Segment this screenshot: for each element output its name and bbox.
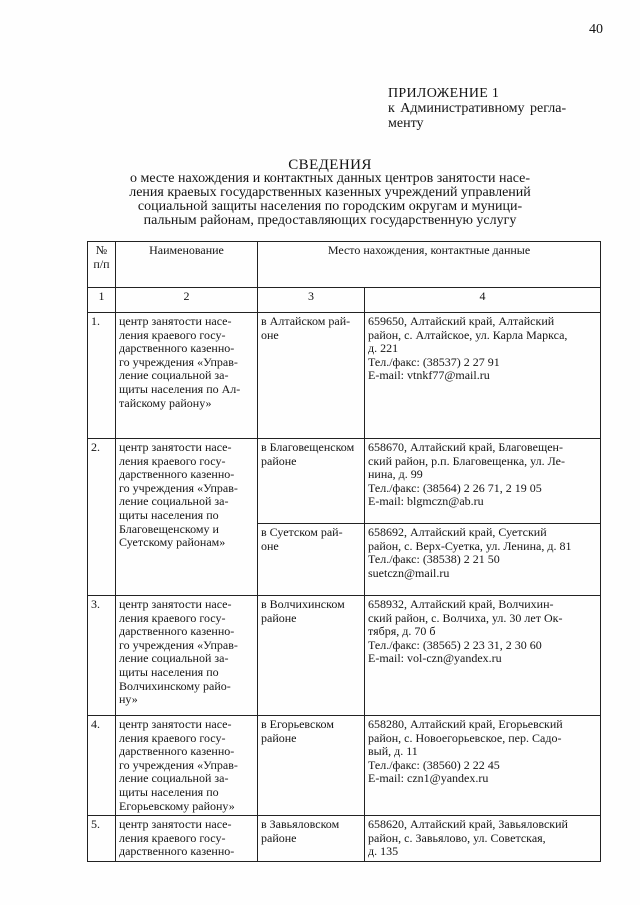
center-name-line: ление социальной за- (119, 771, 229, 786)
center-name (116, 816, 258, 862)
header-number: № п/п (88, 242, 116, 288)
address-line: район, с. Верх-Суетка, ул. Ленина, д. 81 (368, 538, 572, 553)
address-line: 658670, Алтайский край, Благовещен- (368, 440, 563, 454)
document-heading (110, 158, 550, 228)
centers-table (87, 241, 601, 862)
address-line: ский район, с. Волчиха, ул. 30 лет Ок- (368, 610, 563, 625)
center-name-line: тайскому району» (119, 395, 212, 410)
district-line: в Егорьевском (261, 717, 334, 731)
heading-line: о месте нахождения и контактных данных центров занятости насе- (129, 171, 530, 186)
center-name-line: щиты населения по Ал- (119, 381, 241, 396)
center-name (116, 313, 258, 439)
heading-line: ления краевых государственных казенных учреждений управлений (129, 185, 531, 200)
address-line: E-mail: blgmczn@ab.ru (368, 494, 484, 509)
address-cell (365, 524, 601, 596)
table-row (88, 439, 601, 524)
table-row (88, 716, 601, 816)
center-name-line: центр занятости насе- (119, 817, 232, 832)
center-name-line: ления краевого госу- (119, 830, 226, 845)
appendix-title: ПРИЛОЖЕНИЕ 1 (388, 86, 500, 101)
center-name-line: дарственного казенно- (119, 467, 235, 482)
address-line: вый, д. 11 (368, 744, 418, 759)
header-location: Место нахождения, контактные данные (258, 242, 601, 288)
address-line: район, с. Новоегорьевское, пер. Садо- (368, 730, 562, 745)
district-cell (258, 313, 365, 439)
address-line: E-mail: vtnkf77@mail.ru (368, 368, 490, 383)
district-line: в Волчихинском (261, 597, 345, 611)
address-line: д. 135 (368, 844, 399, 859)
table-row (88, 816, 601, 862)
center-name-line: ну» (119, 692, 138, 707)
address-line: Тел./факс: (38560) 2 22 45 (368, 757, 500, 772)
address-line: 658620, Алтайский край, Завьяловский (368, 817, 568, 832)
column-numbers-row (88, 288, 601, 313)
heading-line: пальным районам, предоставляющих государственную услугу (143, 213, 517, 228)
table-header-row (88, 242, 601, 288)
header-name: Наименование (116, 242, 258, 288)
address-line: E-mail: vol-czn@yandex.ru (368, 651, 502, 666)
center-name-line: центр занятости насе- (119, 597, 232, 611)
row-number: 5. (88, 816, 116, 862)
center-name-line: го учреждения «Управ- (119, 637, 238, 652)
address-line: Тел./факс: (38565) 2 23 31, 2 30 60 (368, 637, 542, 652)
center-name-line: дарственного казенно- (119, 624, 235, 639)
column-number: 1 (88, 288, 116, 313)
center-name-line: Благовещенскому и (119, 521, 219, 536)
address-line: Тел./факс: (38564) 2 26 71, 2 19 05 (368, 480, 542, 495)
address-cell (365, 313, 601, 439)
address-line: тября, д. 70 б (368, 624, 436, 639)
appendix-ref-line: менту (388, 116, 424, 131)
district-line: районе (261, 610, 297, 625)
address-line: район, с. Алтайское, ул. Карла Маркса, (368, 327, 568, 342)
heading-title: СВЕДЕНИЯ (288, 157, 372, 173)
center-name-line: дарственного казенно- (119, 341, 235, 356)
heading-line: социальной защиты населения по городским округам и муници- (137, 199, 523, 214)
center-name-line: го учреждения «Управ- (119, 757, 238, 772)
district-line: районе (261, 830, 297, 845)
center-name-line: центр занятости насе- (119, 440, 232, 454)
district-cell (258, 716, 365, 816)
center-name-line: ления краевого госу- (119, 327, 226, 342)
address-cell (365, 439, 601, 524)
address-line: suetczn@mail.ru (368, 565, 450, 580)
center-name-line: щиты населения по (119, 507, 219, 522)
address-line: 658932, Алтайский край, Волчихин- (368, 597, 554, 611)
center-name-line: ления краевого госу- (119, 730, 226, 745)
address-cell (365, 816, 601, 862)
address-line: Тел./факс: (38537) 2 27 91 (368, 354, 500, 369)
district-line: в Алтайском рай- (261, 314, 351, 328)
table-row (88, 313, 601, 439)
center-name-line: ление социальной за- (119, 368, 229, 383)
center-name-line: го учреждения «Управ- (119, 354, 238, 369)
center-name-line: дарственного казенно- (119, 844, 235, 859)
center-name-line: щиты населения по (119, 784, 219, 799)
address-line: E-mail: czn1@yandex.ru (368, 771, 489, 786)
center-name-line: Волчихинскому райо- (119, 678, 231, 693)
center-name-line: го учреждения «Управ- (119, 480, 238, 495)
center-name-line: щиты населения по (119, 664, 219, 679)
center-name-line: центр занятости насе- (119, 314, 232, 328)
district-cell (258, 439, 365, 524)
center-name (116, 716, 258, 816)
center-name-line: ления краевого госу- (119, 610, 226, 625)
district-line: в Благовещенском (261, 440, 355, 454)
address-cell (365, 716, 601, 816)
district-cell (258, 596, 365, 716)
district-line: оне (261, 327, 279, 342)
row-number: 2. (88, 439, 116, 596)
column-number: 4 (365, 288, 601, 313)
address-line: д. 221 (368, 341, 399, 356)
center-name (116, 439, 258, 596)
column-number: 3 (258, 288, 365, 313)
center-name-line: ление социальной за- (119, 494, 229, 509)
district-line: в Завьяловском (261, 817, 340, 832)
row-number: 4. (88, 716, 116, 816)
center-name-line: центр занятости насе- (119, 717, 232, 731)
center-name-line: ление социальной за- (119, 651, 229, 666)
center-name (116, 596, 258, 716)
district-line: районе (261, 453, 297, 468)
district-line: районе (261, 730, 297, 745)
center-name-line: дарственного казенно- (119, 744, 235, 759)
address-cell (365, 596, 601, 716)
district-cell (258, 816, 365, 862)
table-row (88, 596, 601, 716)
center-name-line: Егорьевскому району» (119, 798, 235, 813)
column-number: 2 (116, 288, 258, 313)
appendix-ref-line: к Административному регла- (388, 101, 567, 116)
row-number: 1. (88, 313, 116, 439)
center-name-line: ления краевого госу- (119, 453, 226, 468)
page-number: 40 (589, 22, 603, 37)
address-line: ский район, р.п. Благовещенка, ул. Ле- (368, 453, 565, 468)
address-line: нина, д. 99 (368, 467, 423, 482)
address-line: Тел./факс: (38538) 2 21 50 (368, 552, 500, 567)
address-line: 658692, Алтайский край, Суетский (368, 525, 547, 539)
district-line: в Суетском рай- (261, 525, 343, 539)
address-line: 659650, Алтайский край, Алтайский (368, 314, 555, 328)
address-line: район, с. Завьялово, ул. Советская, (368, 830, 546, 845)
district-cell (258, 524, 365, 596)
center-name-line: Суетскому районам» (119, 535, 226, 550)
row-number: 3. (88, 596, 116, 716)
address-line: 658280, Алтайский край, Егорьевский (368, 717, 563, 731)
district-line: оне (261, 538, 279, 553)
appendix-block (388, 86, 608, 131)
